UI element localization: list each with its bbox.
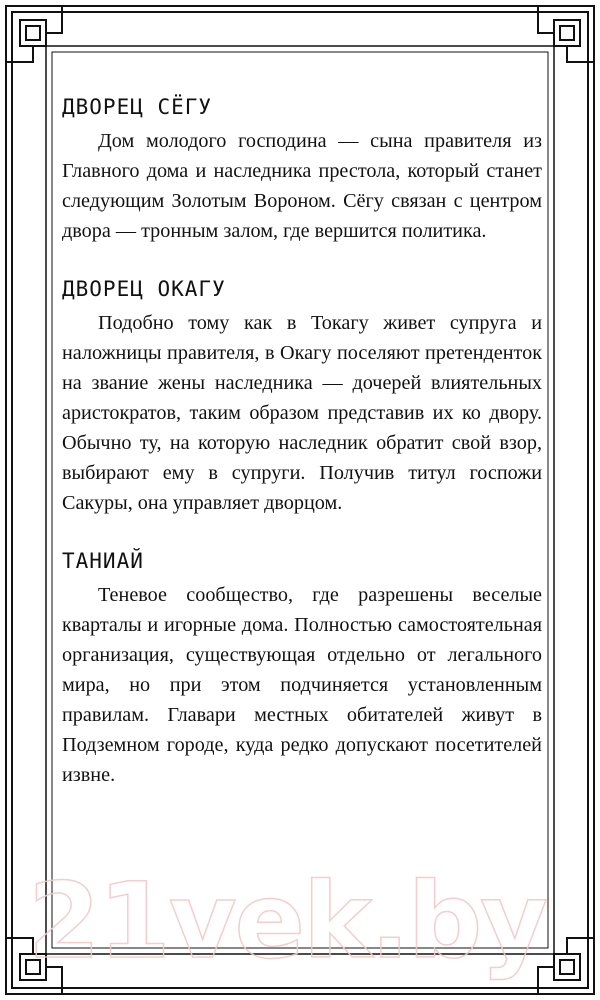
section-heading: ДВОРЕЦ ОКАГУ [62,277,226,301]
watermark: 21vek.by [28,860,546,982]
section-okagu [62,276,542,518]
section-body: Дом молодого господина — сына правителя из Главного дома и наследника престола, который станет следующим Золотым Вороном. Сёгу связан с центром двора — тронным залом, где вершится политика. [62,130,542,242]
section-body: Теневое сообщество, где разрешены веселые кварталы и игорные дома. Полностью самостоятельная организация, существующая отдельно от легального мира, но при этом подчиняется установленным правилам. Главари местных обитателей живут в Подземном городе, куда редко допускают посетителей извне. [62,584,542,786]
section-body: Подобно тому как в Токагу живет супруга и наложницы правителя, в Окагу поселяют претенденток на звание жены наследника — дочерей влиятельных аристократов, таким образом представив их ко двору. Обычно ту, на которую наследник обратит свой взор, выбирают ему в супруги. Получив титул госпожи Сакуры, она управляет дворцом. [62,312,542,514]
section-taniai [62,548,542,790]
section-heading: ТАНИАЙ [62,549,144,573]
section-seegu [62,94,542,246]
page-content [62,94,542,820]
section-heading: ДВОРЕЦ СЁГУ [62,95,213,119]
